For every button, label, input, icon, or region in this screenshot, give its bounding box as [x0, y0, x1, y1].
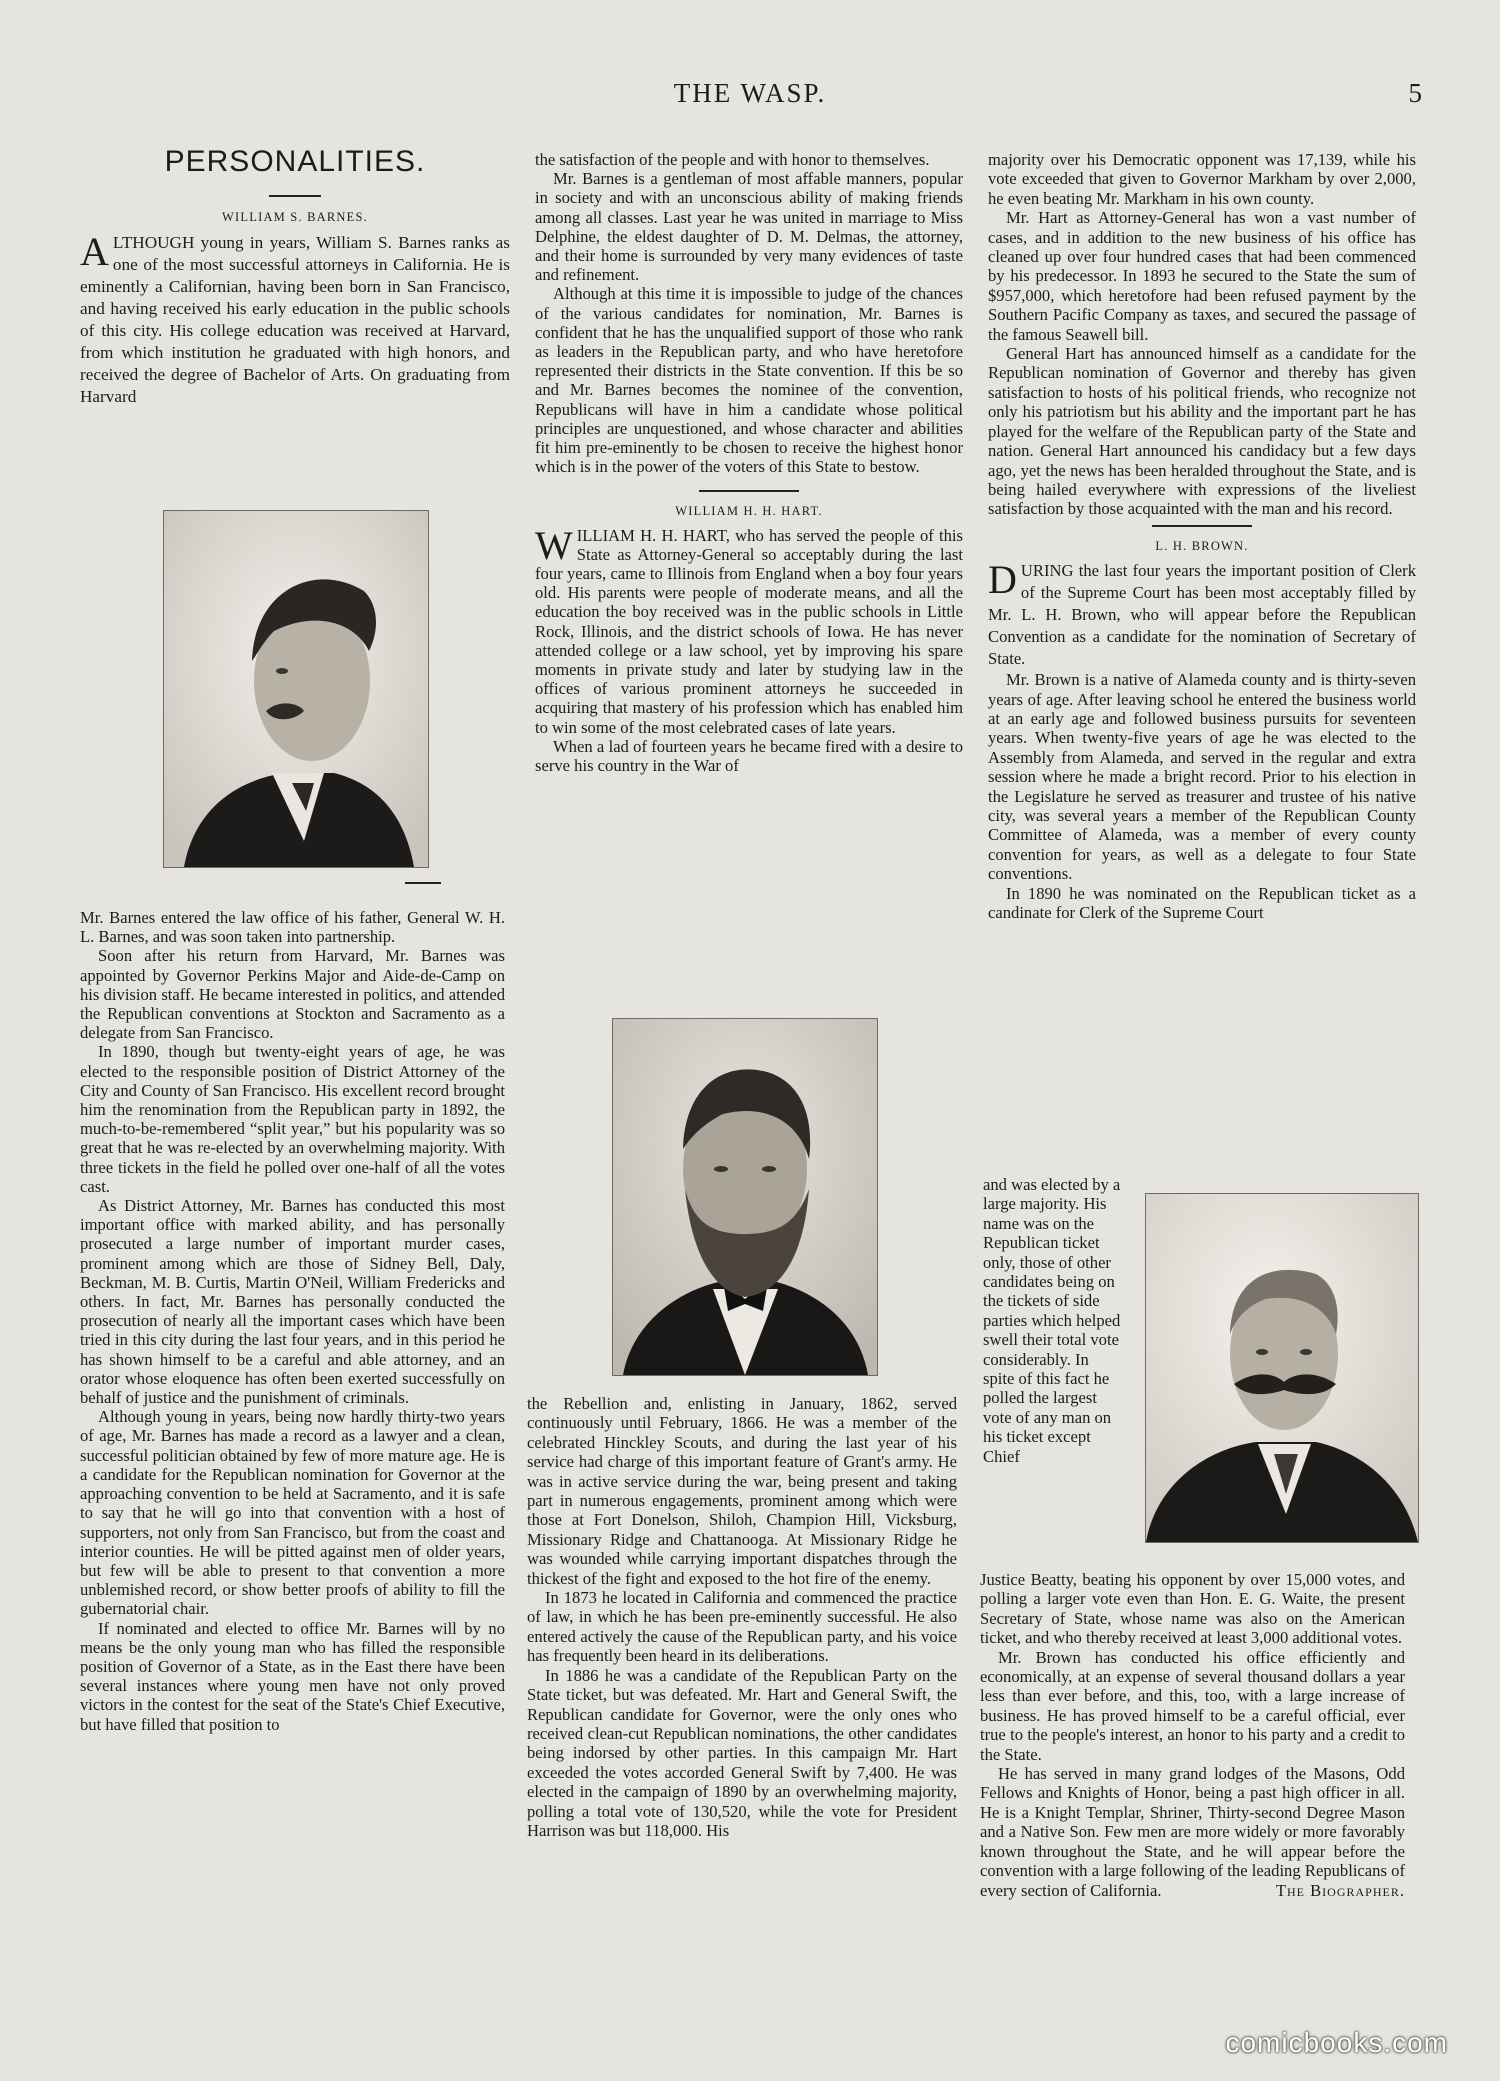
- barnes-lead-text: LTHOUGH young in years, William S. Barnes ranks as one of the most successful attorneys in California. He is eminently a Californian, having been born in San Francisco, and having received his early education in the public schools of this city. His college education was received at Harvard, from which institution he graduated with high honors, and received the degree of Bachelor of Arts. On graduating from Harvard: [80, 232, 510, 406]
- barnes-byline: WILLIAM S. BARNES.: [222, 209, 368, 224]
- barnes-portrait-image: [164, 511, 428, 867]
- hart-drop-cap: W: [535, 522, 573, 568]
- barnes-paragraph-9: Although at this time it is impossible to judge of the chances of the various candidates for nomination, Mr. Barnes is confident that he has the unqualified support of those who rank as leaders in the Republican party, and who have heretofore represented their districts in the State convention. If this be so and Mr. Barnes becomes the nominee of the convention, Republicans will have in him a candidate whose political principles are unquestioned, and whose character and abilities fit him pre-eminently to be chosen to receive the highest honor which is in the power of the voters of this State to bestow.: [535, 284, 963, 477]
- page-number: 5: [1408, 78, 1422, 108]
- hart-paragraph-6: Mr. Hart as Attorney-General has won a vast number of cases, and in addition to the new business of his office has cleaned up over four hundred cases that had been commenced by his predecessor. In 1893 he secured to the State the sum of $957,000, which heretofore had been refused payment by the Southern Pacific Company as taxes, and secured the passage of the famous Seawell bill.: [988, 208, 1416, 344]
- brown-lead-text: URING the last four years the important position of Clerk of the Supreme Court has been most acceptably filled by Mr. L. H. Brown, who will appear before the Republican Convention as a candidate for the nomination of Secretary of State.: [988, 561, 1416, 669]
- hart-byline: WILLIAM H. H. HART.: [675, 504, 823, 519]
- barnes-paragraph-8: Mr. Barnes is a gentleman of most affable manners, popular in society and with an unconscious ability of making friends among all classes. Last year he was united in marriage to Miss Delphine, the eldest daughter of D. M. Delmas, the attorney, and their home is surrounded by very many evidences of taste and refinement.: [535, 169, 963, 285]
- hart-paragraph-2: the Rebellion and, enlisting in January, 1862, served continuously until February, 1866. He was a member of the celebrated Hinckley Scouts, and during the last year of his service had charge of this important feature of Grant's army. He was in active service during the war, being present and taking part in numerous engagements, prominent among which were those at Fort Donelson, Shiloh, Champion Hill, Vicksburg, Missionary Ridge and Chattanooga. At Missionary Ridge he was wounded while carrying important dispatches through the thickest of the fight and exposed to the hot fire of the enemy.: [527, 1394, 957, 1588]
- barnes-portrait: [163, 510, 429, 868]
- barnes-paragraph-1: Mr. Barnes entered the law office of his father, General W. H. L. Barnes, and was soon taken into partnership.: [80, 908, 505, 947]
- running-title: THE WASP.: [673, 78, 827, 108]
- brown-portrait: [1145, 1193, 1419, 1543]
- barnes-drop-cap: A: [80, 228, 109, 274]
- brown-paragraph-5: [980, 1764, 1405, 1900]
- column-2-bottom: [527, 1394, 957, 1840]
- barnes-paragraph-5: Although young in years, being now hardly thirty-two years of age, Mr. Barnes has made a record as a lawyer and a clean, successful politician obtained by few of more mature age. He is a candidate for the Republican nomination for Governor at the approaching convention to be held at Sacramento, and it is safe to say that he will go into that convention with a host of supporters, not only from San Francisco, but from the coast and interior counties. He will be pitted against men of older years, but few will be able to present to that convention a more unblemished record, or show better proofs of ability to fill the gubernatorial chair.: [80, 1407, 505, 1619]
- column-3-bottom: [980, 1570, 1405, 1900]
- brown-narrow-column: [983, 1175, 1123, 1466]
- brown-narrow-text: and was elected by a large majority. His name was on the Republican ticket only, those of other candidates being on the tickets of side parties which helped swell their total vote considerably. In spite of this fact he polled the largest vote of any man on his ticket except Chief: [983, 1175, 1121, 1466]
- brown-byline: L. H. BROWN.: [1155, 538, 1249, 553]
- hart-portrait: [612, 1018, 878, 1376]
- brown-paragraph-3: Justice Beatty, beating his opponent by over 15,000 votes, and polling a larger vote even than Hon. E. G. Waite, the present Secretary of State, whose name was also on the American ticket, and who thereby received at least 3,000 additional votes.: [980, 1570, 1405, 1648]
- section-rule: [699, 490, 799, 492]
- hart-paragraph-1: When a lad of fourteen years he became fired with a desire to serve his country in the War of: [535, 736, 963, 776]
- barnes-paragraph-6: If nominated and elected to office Mr. Barnes will by no means be the only young man who has filled the responsible position of Governor of a State, as in the East there have been several instances where young men have not only proved victors in the contest for the seat of the State's Chief Executive, but have filled that position to: [80, 1618, 505, 1734]
- hart-lead: [535, 522, 963, 737]
- barnes-paragraph-3: In 1890, though but twenty-eight years of age, he was elected to the responsible position of District Attorney of the City and County of San Francisco. His excellent record brought him the renomination from the Republican party in 1892, the much-to-be-remembered “split year,” but his popularity was so great that he was re-elected by an overwhelming majority. With three tickets in the field he polled over one-half of all the votes cast.: [80, 1042, 505, 1196]
- brown-paragraph-1: Mr. Brown is a native of Alameda county and is thirty-seven years of age. After leaving school he entered the business world at an early age and followed business pursuits for seventeen years. When twenty-five years of age he was elected to the Assembly from Alameda, and served in the regular and extra session where he made a bright record. Prior to his election in the Legislature he served as treasurer and trustee of his native city, was several years a member of the Republican County Committee of Alameda, was a member of every county convention for years, as well as a delegate to four State conventions.: [988, 670, 1416, 884]
- section-title: PERSONALITIES.: [164, 145, 426, 178]
- brown-paragraph-2: In 1890 he was nominated on the Republican ticket as a candinate for Clerk of the Supreme Court: [988, 883, 1416, 922]
- brown-portrait-image: [1146, 1194, 1418, 1542]
- hart-lead-text: ILLIAM H. H. HART, who has served the people of this State as Attorney-General so acceptably during the last four years, came to Illinois from England when a boy four years old. His parents were people of moderate means, and all the education the boy received was in the public schools in Little Rock, Illinois, and the district schools of Iowa. He has never attended college or a law school, yet by improving his spare moments in private study and later by studying law in the offices of various prominent attorneys he succeeded in acquiring that mastery of his profession which has enabled him to win some of the most celebrated cases of late years.: [535, 525, 963, 737]
- portrait-rule: [405, 882, 441, 884]
- brown-lead: [988, 557, 1416, 670]
- barnes-paragraph-4: As District Attorney, Mr. Barnes has conducted this most important office with marked ability, and has personally prosecuted a large number of important murder cases, prominent among which are those of Sidney Bell, Daly, Beckman, M. B. Curtis, Martin O'Neil, William Fredericks and others. In fact, Mr. Barnes has personally conducted the prosecution of nearly all the important cases which have been tried in this city during the last four years, and in this period he has shown himself to be a careful and able attorney, and an orator whose eloquence has often been exerted successfully on behalf of justice and the punishment of criminals.: [80, 1196, 505, 1408]
- brown-paragraph-4: Mr. Brown has conducted his office efficiently and economically, at an expense of several thousand dollars a year less than ever before, and this, too, with a large increase of business. He has proved himself to be a careful official, ever true to the people's interest, an honor to his party and a credit to the State.: [980, 1647, 1405, 1764]
- barnes-paragraph-2: Soon after his return from Harvard, Mr. Barnes was appointed by Governor Perkins Major and Aide-de-Camp on his division staff. He became interested in politics, and attended the Republican conventions at Stockton and Sacramento as a delegate from San Francisco.: [80, 946, 505, 1043]
- brown-paragraph-5-text: He has served in many grand lodges of the Masons, Odd Fellows and Knights of Honor, being a past high officer in all. He is a Knight Templar, Shriner, Thirty-second Degree Mason and a Native Son. Few men are more widely or more favorably known throughout the State, and he will appear before the convention with a large following of the leading Republicans of every section of California.: [980, 1764, 1405, 1900]
- column-1-bottom: [80, 908, 505, 1734]
- column-1-top: [80, 145, 510, 408]
- section-rule-2: [1152, 525, 1252, 527]
- hart-paragraph-5: majority over his Democratic opponent was 17,139, while his vote exceeded that given to Governor Markham by over 2,000, he even beating Mr. Markham in his own county.: [988, 150, 1416, 208]
- barnes-paragraph-7: the satisfaction of the people and with honor to themselves.: [535, 150, 930, 169]
- hart-paragraph-4: In 1886 he was a candidate of the Republican Party on the State ticket, but was defeated. Mr. Hart and General Swift, the Republican candidate for Governor, were the only ones who received clean-cut Republican nominations, the other candidates being indorsed by other parties. In this campaign Mr. Hart exceeded the votes accorded General Swift by 7,400. He was elected in the campaign of 1890 by an overwhelming majority, polling a total vote of 130,520, while the vote for President Harrison was but 118,000. His: [527, 1665, 957, 1840]
- column-3-top: [988, 150, 1416, 922]
- hart-portrait-image: [613, 1019, 877, 1375]
- brown-drop-cap: D: [988, 557, 1017, 603]
- barnes-lead: [80, 228, 510, 408]
- hart-paragraph-7: General Hart has announced himself as a candidate for the Republican nomination of Governor and thereby has given satisfaction to hosts of his political friends, who recognize not only his patriotism but his ability and the important part he has played for the welfare of the Republican party of the State and nation. General Hart announced his candidacy but a few days ago, yet the news has been heralded throughout the State, and is being hailed everywhere with expressions of the liveliest satisfaction by those acquainted with the man and his record.: [988, 344, 1416, 519]
- title-rule: [269, 195, 321, 197]
- watermark: comicbooks.com: [1225, 2027, 1448, 2058]
- signature: The Biographer.: [1275, 1880, 1405, 1900]
- hart-paragraph-3: In 1873 he located in California and commenced the practice of law, in which he has been pre-eminently successful. He also entered actively the cause of the Republican party, and his voice has frequently been heard in its deliberations.: [527, 1588, 957, 1666]
- column-2-top: [535, 150, 963, 775]
